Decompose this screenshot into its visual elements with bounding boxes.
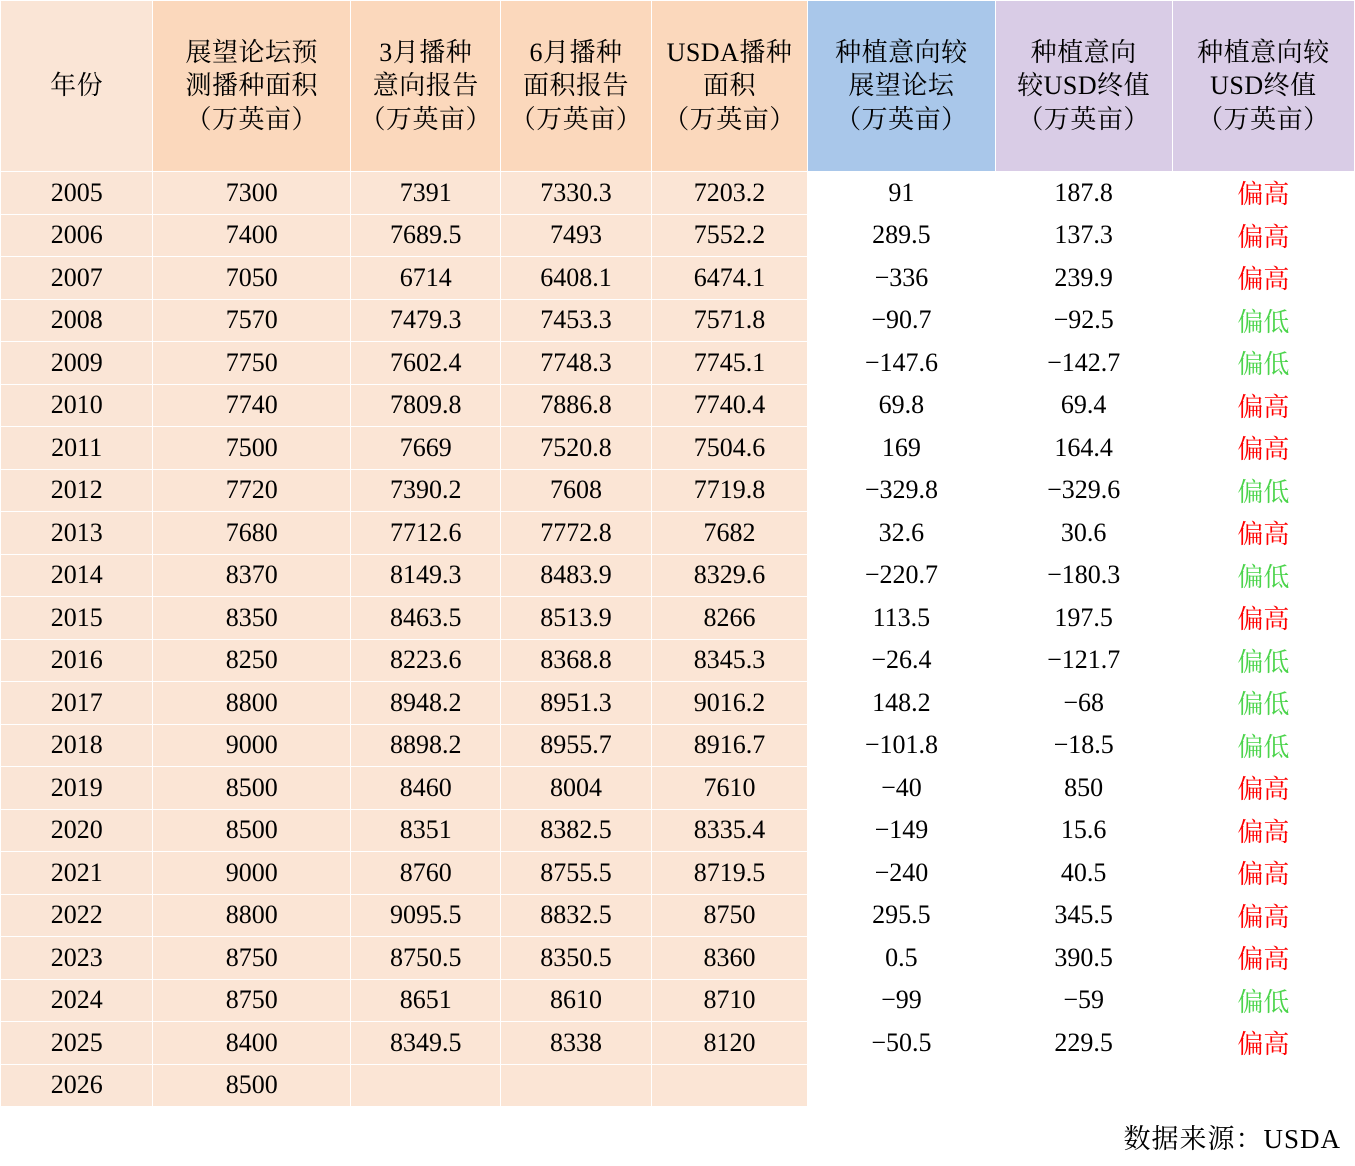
cell-bias-tag: 偏高 — [1172, 257, 1354, 300]
cell-bias-tag: 偏高 — [1172, 597, 1354, 640]
cell-march-intentions: 8651 — [351, 979, 501, 1022]
cell-outlook-forum: 8750 — [153, 979, 351, 1022]
cell-diff-vs-outlook: −50.5 — [808, 1022, 995, 1065]
cell-outlook-forum: 9000 — [153, 852, 351, 895]
cell-year: 2008 — [1, 299, 153, 342]
cell-diff-vs-outlook: 148.2 — [808, 682, 995, 725]
cell-outlook-forum: 8800 — [153, 894, 351, 937]
cell-diff-vs-usda-final: 137.3 — [995, 214, 1172, 257]
cell-march-intentions: 7809.8 — [351, 384, 501, 427]
cell-bias-tag: 偏低 — [1172, 299, 1354, 342]
cell-usda-acreage: 8335.4 — [651, 809, 808, 852]
cell-diff-vs-usda-final: 69.4 — [995, 384, 1172, 427]
table-row — [1, 257, 1355, 300]
table-row — [1, 682, 1355, 725]
cell-march-intentions: 8750.5 — [351, 937, 501, 980]
table-row — [1, 979, 1355, 1022]
table-row — [1, 214, 1355, 257]
cell-march-intentions: 7689.5 — [351, 214, 501, 257]
cell-march-intentions: 8760 — [351, 852, 501, 895]
header-line: 较USD终值 — [1017, 71, 1151, 101]
header-line: （万英亩） — [1197, 104, 1330, 134]
cell-usda-acreage: 8710 — [651, 979, 808, 1022]
header-line: USDA播种 — [666, 38, 793, 68]
cell-outlook-forum: 8500 — [153, 1064, 351, 1107]
cell-usda-acreage: 7740.4 — [651, 384, 808, 427]
cell-year: 2025 — [1, 1022, 153, 1065]
cell-outlook-forum: 7740 — [153, 384, 351, 427]
cell-diff-vs-outlook: −26.4 — [808, 639, 995, 682]
cell-march-intentions: 7669 — [351, 427, 501, 470]
cell-diff-vs-outlook: −220.7 — [808, 554, 995, 597]
cell-diff-vs-usda-final: −180.3 — [995, 554, 1172, 597]
cell-june-acreage: 6408.1 — [501, 257, 651, 300]
cell-diff-vs-outlook — [808, 1064, 995, 1107]
cell-june-acreage: 8610 — [501, 979, 651, 1022]
cell-diff-vs-outlook: −329.8 — [808, 469, 995, 512]
cell-bias-tag: 偏高 — [1172, 427, 1354, 470]
cell-year: 2007 — [1, 257, 153, 300]
cell-year: 2016 — [1, 639, 153, 682]
cell-outlook-forum: 7570 — [153, 299, 351, 342]
cell-diff-vs-outlook: 69.8 — [808, 384, 995, 427]
cell-usda-acreage: 8719.5 — [651, 852, 808, 895]
cell-usda-acreage: 8329.6 — [651, 554, 808, 597]
cell-diff-vs-outlook: 113.5 — [808, 597, 995, 640]
cell-bias-tag — [1172, 1064, 1354, 1107]
table-row — [1, 1022, 1355, 1065]
cell-usda-acreage: 7571.8 — [651, 299, 808, 342]
cell-outlook-forum: 7300 — [153, 172, 351, 215]
cell-bias-tag: 偏高 — [1172, 937, 1354, 980]
header-line: 面积 — [702, 71, 756, 101]
header-line: 展望论坛预 — [185, 38, 318, 68]
cell-year: 2021 — [1, 852, 153, 895]
table-row — [1, 1064, 1355, 1107]
cell-diff-vs-outlook: −147.6 — [808, 342, 995, 385]
cell-june-acreage: 7608 — [501, 469, 651, 512]
cell-diff-vs-usda-final — [995, 1064, 1172, 1107]
cell-year: 2014 — [1, 554, 153, 597]
cell-year: 2018 — [1, 724, 153, 767]
cell-year: 2024 — [1, 979, 153, 1022]
cell-bias-tag: 偏高 — [1172, 512, 1354, 555]
table-header-row — [1, 1, 1355, 172]
column-header-usda-acreage — [651, 1, 808, 172]
cell-bias-tag: 偏高 — [1172, 894, 1354, 937]
header-line: 种植意向较 — [1197, 38, 1330, 68]
cell-june-acreage: 8368.8 — [501, 639, 651, 682]
cell-diff-vs-usda-final: 15.6 — [995, 809, 1172, 852]
cell-diff-vs-usda-final: 187.8 — [995, 172, 1172, 215]
cell-diff-vs-usda-final: −92.5 — [995, 299, 1172, 342]
cell-diff-vs-usda-final: 390.5 — [995, 937, 1172, 980]
cell-bias-tag: 偏高 — [1172, 214, 1354, 257]
cell-year: 2023 — [1, 937, 153, 980]
cell-usda-acreage: 7552.2 — [651, 214, 808, 257]
cell-diff-vs-usda-final: 229.5 — [995, 1022, 1172, 1065]
cell-diff-vs-outlook: 289.5 — [808, 214, 995, 257]
cell-year: 2017 — [1, 682, 153, 725]
cell-march-intentions: 7602.4 — [351, 342, 501, 385]
cell-june-acreage: 8832.5 — [501, 894, 651, 937]
cell-outlook-forum: 7720 — [153, 469, 351, 512]
header-line: 测播种面积 — [185, 71, 318, 101]
cell-diff-vs-usda-final: 345.5 — [995, 894, 1172, 937]
cell-outlook-forum: 8500 — [153, 809, 351, 852]
table-row — [1, 809, 1355, 852]
cell-diff-vs-outlook: −90.7 — [808, 299, 995, 342]
cell-outlook-forum: 7500 — [153, 427, 351, 470]
cell-usda-acreage: 8266 — [651, 597, 808, 640]
cell-outlook-forum: 9000 — [153, 724, 351, 767]
cell-march-intentions: 7712.6 — [351, 512, 501, 555]
header-line: 展望论坛 — [848, 71, 955, 101]
cell-usda-acreage: 7610 — [651, 767, 808, 810]
header-line: 种植意向较 — [835, 38, 968, 68]
cell-year: 2010 — [1, 384, 153, 427]
cell-diff-vs-usda-final: −329.6 — [995, 469, 1172, 512]
cell-march-intentions: 8223.6 — [351, 639, 501, 682]
header-line: 面积报告 — [523, 71, 630, 101]
cell-outlook-forum: 7050 — [153, 257, 351, 300]
header-line: （万英亩） — [663, 104, 796, 134]
cell-diff-vs-usda-final: −68 — [995, 682, 1172, 725]
cell-outlook-forum: 7680 — [153, 512, 351, 555]
column-header-march-intentions — [351, 1, 501, 172]
cell-june-acreage: 7886.8 — [501, 384, 651, 427]
cell-march-intentions: 8460 — [351, 767, 501, 810]
cell-june-acreage: 8755.5 — [501, 852, 651, 895]
cell-march-intentions: 7390.2 — [351, 469, 501, 512]
cell-diff-vs-usda-final: −142.7 — [995, 342, 1172, 385]
cell-usda-acreage: 7203.2 — [651, 172, 808, 215]
cell-diff-vs-outlook: 0.5 — [808, 937, 995, 980]
cell-bias-tag: 偏低 — [1172, 682, 1354, 725]
cell-diff-vs-usda-final: 40.5 — [995, 852, 1172, 895]
cell-bias-tag: 偏低 — [1172, 979, 1354, 1022]
cell-bias-tag: 偏高 — [1172, 384, 1354, 427]
column-header-year — [1, 1, 153, 172]
cell-march-intentions: 8463.5 — [351, 597, 501, 640]
cell-march-intentions: 9095.5 — [351, 894, 501, 937]
cell-diff-vs-outlook: −240 — [808, 852, 995, 895]
cell-bias-tag: 偏低 — [1172, 724, 1354, 767]
cell-usda-acreage: 8360 — [651, 937, 808, 980]
cell-usda-acreage: 7719.8 — [651, 469, 808, 512]
cell-diff-vs-usda-final: 850 — [995, 767, 1172, 810]
cell-diff-vs-usda-final: 197.5 — [995, 597, 1172, 640]
cell-march-intentions: 8149.3 — [351, 554, 501, 597]
cell-usda-acreage: 7682 — [651, 512, 808, 555]
column-header-outlook-forum — [153, 1, 351, 172]
cell-march-intentions: 7391 — [351, 172, 501, 215]
cell-june-acreage: 8004 — [501, 767, 651, 810]
cell-bias-tag: 偏高 — [1172, 172, 1354, 215]
cell-year: 2015 — [1, 597, 153, 640]
table-row — [1, 342, 1355, 385]
cell-march-intentions: 8349.5 — [351, 1022, 501, 1065]
cell-outlook-forum: 8350 — [153, 597, 351, 640]
column-header-diff-vs-outlook — [808, 1, 995, 172]
cell-june-acreage: 8483.9 — [501, 554, 651, 597]
cell-usda-acreage: 6474.1 — [651, 257, 808, 300]
cell-bias-tag: 偏高 — [1172, 852, 1354, 895]
table-row — [1, 767, 1355, 810]
table-row — [1, 639, 1355, 682]
cell-march-intentions: 8898.2 — [351, 724, 501, 767]
cell-june-acreage: 8382.5 — [501, 809, 651, 852]
cell-bias-tag: 偏高 — [1172, 1022, 1354, 1065]
header-line: （万英亩） — [835, 104, 968, 134]
cell-june-acreage: 8955.7 — [501, 724, 651, 767]
table-row — [1, 554, 1355, 597]
cell-year: 2022 — [1, 894, 153, 937]
table-row — [1, 937, 1355, 980]
header-line: （万英亩） — [359, 104, 492, 134]
cell-march-intentions: 8948.2 — [351, 682, 501, 725]
cell-usda-acreage — [651, 1064, 808, 1107]
cell-diff-vs-outlook: −40 — [808, 767, 995, 810]
cell-usda-acreage: 7504.6 — [651, 427, 808, 470]
header-line: 6月播种 — [529, 38, 623, 68]
table-row — [1, 427, 1355, 470]
header-line: （万英亩） — [509, 104, 643, 134]
cell-year: 2006 — [1, 214, 153, 257]
table-body — [1, 172, 1355, 1107]
header-line: （万英亩） — [185, 104, 318, 134]
cell-june-acreage: 8338 — [501, 1022, 651, 1065]
cell-usda-acreage: 8120 — [651, 1022, 808, 1065]
cell-june-acreage: 8350.5 — [501, 937, 651, 980]
column-header-diff-vs-usda-final — [995, 1, 1172, 172]
cell-usda-acreage: 8750 — [651, 894, 808, 937]
cell-june-acreage: 7772.8 — [501, 512, 651, 555]
cell-diff-vs-outlook: −149 — [808, 809, 995, 852]
table-row — [1, 852, 1355, 895]
cell-bias-tag: 偏低 — [1172, 554, 1354, 597]
cell-diff-vs-outlook: −101.8 — [808, 724, 995, 767]
cell-usda-acreage: 9016.2 — [651, 682, 808, 725]
header-line: （万英亩） — [1017, 104, 1150, 134]
table-row — [1, 724, 1355, 767]
cell-diff-vs-outlook: −99 — [808, 979, 995, 1022]
cell-diff-vs-usda-final: 30.6 — [995, 512, 1172, 555]
cell-march-intentions: 7479.3 — [351, 299, 501, 342]
cell-june-acreage: 7520.8 — [501, 427, 651, 470]
cell-bias-tag: 偏低 — [1172, 342, 1354, 385]
cell-diff-vs-outlook: −336 — [808, 257, 995, 300]
cell-diff-vs-usda-final: 239.9 — [995, 257, 1172, 300]
cell-diff-vs-outlook: 295.5 — [808, 894, 995, 937]
cell-year: 2013 — [1, 512, 153, 555]
cell-year: 2019 — [1, 767, 153, 810]
cell-june-acreage: 7748.3 — [501, 342, 651, 385]
cell-bias-tag: 偏低 — [1172, 639, 1354, 682]
cell-year: 2009 — [1, 342, 153, 385]
header-line: 3月播种 — [379, 38, 473, 68]
cell-outlook-forum: 7750 — [153, 342, 351, 385]
table-row — [1, 299, 1355, 342]
table-row — [1, 894, 1355, 937]
cell-outlook-forum: 8800 — [153, 682, 351, 725]
cell-march-intentions: 6714 — [351, 257, 501, 300]
cell-diff-vs-outlook: 91 — [808, 172, 995, 215]
cell-outlook-forum: 8370 — [153, 554, 351, 597]
cell-outlook-forum: 7400 — [153, 214, 351, 257]
header-line: 年份 — [50, 71, 104, 101]
cell-bias-tag: 偏低 — [1172, 469, 1354, 512]
cell-june-acreage: 7330.3 — [501, 172, 651, 215]
cell-year: 2011 — [1, 427, 153, 470]
header-line: 意向报告 — [372, 71, 479, 101]
cell-diff-vs-usda-final: −18.5 — [995, 724, 1172, 767]
header-line: USD终值 — [1210, 71, 1317, 101]
data-source-note: 数据来源：USDA — [1123, 1124, 1341, 1154]
column-header-june-acreage — [501, 1, 651, 172]
table-header — [1, 1, 1355, 172]
column-header-bias-tag — [1172, 1, 1354, 172]
cell-june-acreage: 7493 — [501, 214, 651, 257]
cell-diff-vs-usda-final: −121.7 — [995, 639, 1172, 682]
cell-year: 2012 — [1, 469, 153, 512]
table-row — [1, 172, 1355, 215]
cell-diff-vs-outlook: 32.6 — [808, 512, 995, 555]
cell-diff-vs-usda-final: 164.4 — [995, 427, 1172, 470]
cell-bias-tag: 偏高 — [1172, 767, 1354, 810]
cell-year: 2026 — [1, 1064, 153, 1107]
cell-outlook-forum: 8400 — [153, 1022, 351, 1065]
cell-diff-vs-usda-final: −59 — [995, 979, 1172, 1022]
header-line: 种植意向 — [1030, 38, 1137, 68]
cell-year: 2005 — [1, 172, 153, 215]
cell-june-acreage: 8951.3 — [501, 682, 651, 725]
cell-outlook-forum: 8500 — [153, 767, 351, 810]
cell-march-intentions — [351, 1064, 501, 1107]
cell-june-acreage: 7453.3 — [501, 299, 651, 342]
cell-usda-acreage: 8345.3 — [651, 639, 808, 682]
table-row — [1, 597, 1355, 640]
cell-march-intentions: 8351 — [351, 809, 501, 852]
cell-outlook-forum: 8250 — [153, 639, 351, 682]
table-row — [1, 469, 1355, 512]
cell-outlook-forum: 8750 — [153, 937, 351, 980]
cell-diff-vs-outlook: 169 — [808, 427, 995, 470]
table-row — [1, 512, 1355, 555]
cell-usda-acreage: 8916.7 — [651, 724, 808, 767]
cell-bias-tag: 偏高 — [1172, 809, 1354, 852]
cell-june-acreage — [501, 1064, 651, 1107]
cell-june-acreage: 8513.9 — [501, 597, 651, 640]
cell-usda-acreage: 7745.1 — [651, 342, 808, 385]
table-row — [1, 384, 1355, 427]
cell-year: 2020 — [1, 809, 153, 852]
